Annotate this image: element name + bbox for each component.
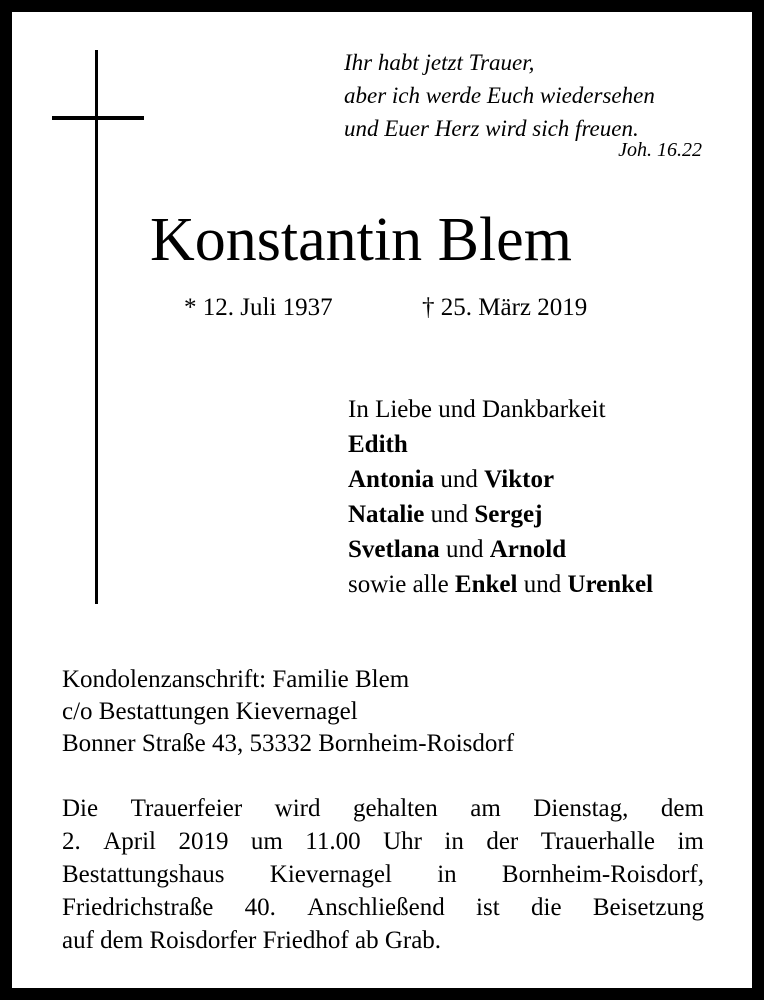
notice-word: Friedrichstraße — [62, 894, 214, 921]
verse-line: aber ich werde Euch wiedersehen — [344, 83, 655, 108]
funeral-notice — [62, 792, 704, 957]
mourner-line — [348, 497, 653, 532]
notice-word: 11.00 — [305, 828, 361, 855]
notice-line: auf dem Roisdorfer Friedhof ab Grab. — [62, 927, 442, 954]
mourner-line — [348, 532, 653, 567]
notice-word: Trauerfeier — [130, 795, 243, 822]
address-line: Bonner Straße 43, 53332 Bornheim-Roisdorf — [62, 730, 515, 757]
obituary-card — [12, 12, 752, 988]
connector: und — [424, 501, 475, 528]
notice-word: Die — [62, 795, 99, 822]
verse-line: und Euer Herz wird sich freuen. — [344, 116, 639, 141]
mourner-name: Enkel — [454, 571, 518, 598]
notice-word: Bestattungshaus — [62, 861, 225, 888]
bible-verse — [344, 46, 655, 145]
mourner-name: Natalie — [348, 501, 425, 528]
verse-reference: Joh. 16.22 — [618, 139, 702, 161]
notice-word: April — [103, 828, 156, 855]
notice-word: 40. — [244, 894, 276, 921]
notice-line — [62, 792, 704, 825]
notice-word: Beisetzung — [592, 894, 704, 921]
cross-vertical-bar — [95, 50, 98, 604]
mourner-name: Antonia — [348, 466, 435, 493]
death-date: † 25. März 2019 — [422, 294, 588, 321]
notice-line — [62, 858, 704, 891]
cross-horizontal-bar — [52, 116, 144, 120]
connector: und — [517, 571, 568, 598]
notice-word: 2019 — [178, 828, 229, 855]
mourner-name: Sergej — [474, 501, 543, 528]
mourner-name: Viktor — [484, 466, 555, 493]
address-line: Kondolenzanschrift: Familie Blem — [62, 666, 410, 693]
notice-word: im — [677, 828, 704, 855]
notice-word: Trauerhalle — [540, 828, 656, 855]
notice-word: wird — [274, 795, 321, 822]
notice-word: in — [444, 828, 464, 855]
notice-word: 2. — [62, 828, 81, 855]
connector: und — [439, 536, 490, 563]
connector: und — [434, 466, 485, 493]
mourner-name: Urenkel — [567, 571, 654, 598]
notice-word: Bornheim-Roisdorf, — [501, 861, 704, 888]
notice-word: um — [250, 828, 283, 855]
notice-word: in — [437, 861, 457, 888]
mourner-line — [348, 462, 653, 497]
mourners-list — [348, 392, 653, 602]
notice-line — [62, 825, 704, 858]
notice-word: dem — [660, 795, 704, 822]
verse-line: Ihr habt jetzt Trauer, — [344, 50, 535, 75]
notice-word: Dienstag, — [533, 795, 629, 822]
address-line: c/o Bestattungen Kievernagel — [62, 698, 358, 725]
notice-word: ist — [476, 894, 500, 921]
notice-word: der — [486, 828, 519, 855]
notice-word: die — [531, 894, 562, 921]
mourner-line — [348, 567, 653, 602]
notice-word: Anschließend — [307, 894, 445, 921]
mourner-name: Arnold — [489, 536, 567, 563]
connector: sowie alle — [348, 571, 455, 598]
mourners-intro: In Liebe und Dankbarkeit — [348, 396, 606, 423]
mourner-name: Svetlana — [348, 536, 440, 563]
notice-word: am — [470, 795, 501, 822]
notice-word: gehalten — [353, 795, 438, 822]
condolence-address — [62, 664, 514, 760]
notice-word: Kievernagel — [269, 861, 392, 888]
notice-line — [62, 891, 704, 924]
mourner-name: Edith — [348, 431, 408, 458]
birth-date: * 12. Juli 1937 — [184, 294, 333, 321]
deceased-name: Konstantin Blem — [150, 206, 572, 274]
mourner-line — [348, 427, 653, 462]
notice-word: Uhr — [383, 828, 422, 855]
